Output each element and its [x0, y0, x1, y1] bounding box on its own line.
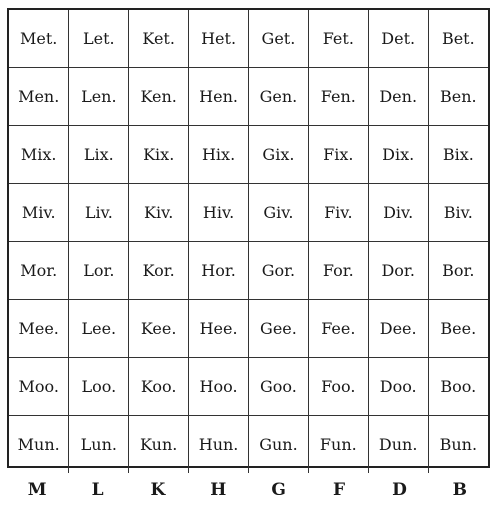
table-cell: Hee.: [189, 300, 249, 358]
table-cell: Gee.: [249, 300, 309, 358]
table-cell: Len.: [69, 68, 129, 126]
table-cell: Dee.: [368, 300, 428, 358]
table-cell: Kix.: [129, 126, 189, 184]
table-cell: Mee.: [9, 300, 69, 358]
table-cell: Fen.: [308, 68, 368, 126]
table-row: [9, 300, 488, 358]
table-cell: Koo.: [129, 358, 189, 416]
column-letters: [7, 480, 490, 504]
table-cell: Ben.: [428, 68, 488, 126]
column-letter: K: [150, 480, 166, 500]
table-cell: Hen.: [189, 68, 249, 126]
table-cell: Het.: [189, 10, 249, 68]
table-cell: Giv.: [249, 184, 309, 242]
table-cell: Gun.: [249, 416, 309, 474]
column-letter: M: [27, 480, 47, 500]
table-cell: Hoo.: [189, 358, 249, 416]
table-cell: Liv.: [69, 184, 129, 242]
table-cell: Doo.: [368, 358, 428, 416]
table-cell: For.: [308, 242, 368, 300]
table-cell: Dun.: [368, 416, 428, 474]
table-cell: Mor.: [9, 242, 69, 300]
column-letter: F: [333, 480, 346, 500]
table-cell: Kiv.: [129, 184, 189, 242]
table-cell: Div.: [368, 184, 428, 242]
table-cell: Goo.: [249, 358, 309, 416]
table-cell: Kee.: [129, 300, 189, 358]
table-cell: Hor.: [189, 242, 249, 300]
table-cell: Lix.: [69, 126, 129, 184]
table-cell: Miv.: [9, 184, 69, 242]
table-row: [9, 184, 488, 242]
table-cell: Get.: [249, 10, 309, 68]
table-cell: Fet.: [308, 10, 368, 68]
table-cell: Bix.: [428, 126, 488, 184]
table-cell: Dor.: [368, 242, 428, 300]
table-cell: Gor.: [249, 242, 309, 300]
table-cell: Gen.: [249, 68, 309, 126]
table-row: [9, 10, 488, 68]
table-cell: Mun.: [9, 416, 69, 474]
table-cell: Loo.: [69, 358, 129, 416]
syllable-table: [9, 10, 488, 473]
table-cell: Boo.: [428, 358, 488, 416]
table-cell: Kun.: [129, 416, 189, 474]
table-cell: Foo.: [308, 358, 368, 416]
column-letter: D: [392, 480, 407, 500]
syllable-grid: [7, 8, 490, 468]
table-cell: Den.: [368, 68, 428, 126]
table-cell: Dix.: [368, 126, 428, 184]
table-cell: Gix.: [249, 126, 309, 184]
table-cell: Bun.: [428, 416, 488, 474]
table-cell: Fun.: [308, 416, 368, 474]
column-letter: B: [452, 480, 467, 500]
table-cell: Lee.: [69, 300, 129, 358]
table-cell: Bet.: [428, 10, 488, 68]
table-row: [9, 416, 488, 474]
table-cell: Kor.: [129, 242, 189, 300]
table-row: [9, 358, 488, 416]
table-row: [9, 126, 488, 184]
table-cell: Mix.: [9, 126, 69, 184]
table-cell: Fiv.: [308, 184, 368, 242]
table-cell: Moo.: [9, 358, 69, 416]
table-cell: Hiv.: [189, 184, 249, 242]
table-cell: Bor.: [428, 242, 488, 300]
table-cell: Men.: [9, 68, 69, 126]
table-cell: Fix.: [308, 126, 368, 184]
table-cell: Ket.: [129, 10, 189, 68]
table-cell: Bee.: [428, 300, 488, 358]
table-cell: Fee.: [308, 300, 368, 358]
table-cell: Let.: [69, 10, 129, 68]
table-cell: Met.: [9, 10, 69, 68]
table-cell: Hun.: [189, 416, 249, 474]
table-cell: Biv.: [428, 184, 488, 242]
table-cell: Hix.: [189, 126, 249, 184]
table-cell: Lun.: [69, 416, 129, 474]
column-letter: H: [210, 480, 227, 500]
table-cell: Ken.: [129, 68, 189, 126]
column-letter: G: [271, 480, 286, 500]
table-cell: Det.: [368, 10, 428, 68]
column-letter: L: [91, 480, 104, 500]
table-row: [9, 242, 488, 300]
table-row: [9, 68, 488, 126]
table-cell: Lor.: [69, 242, 129, 300]
